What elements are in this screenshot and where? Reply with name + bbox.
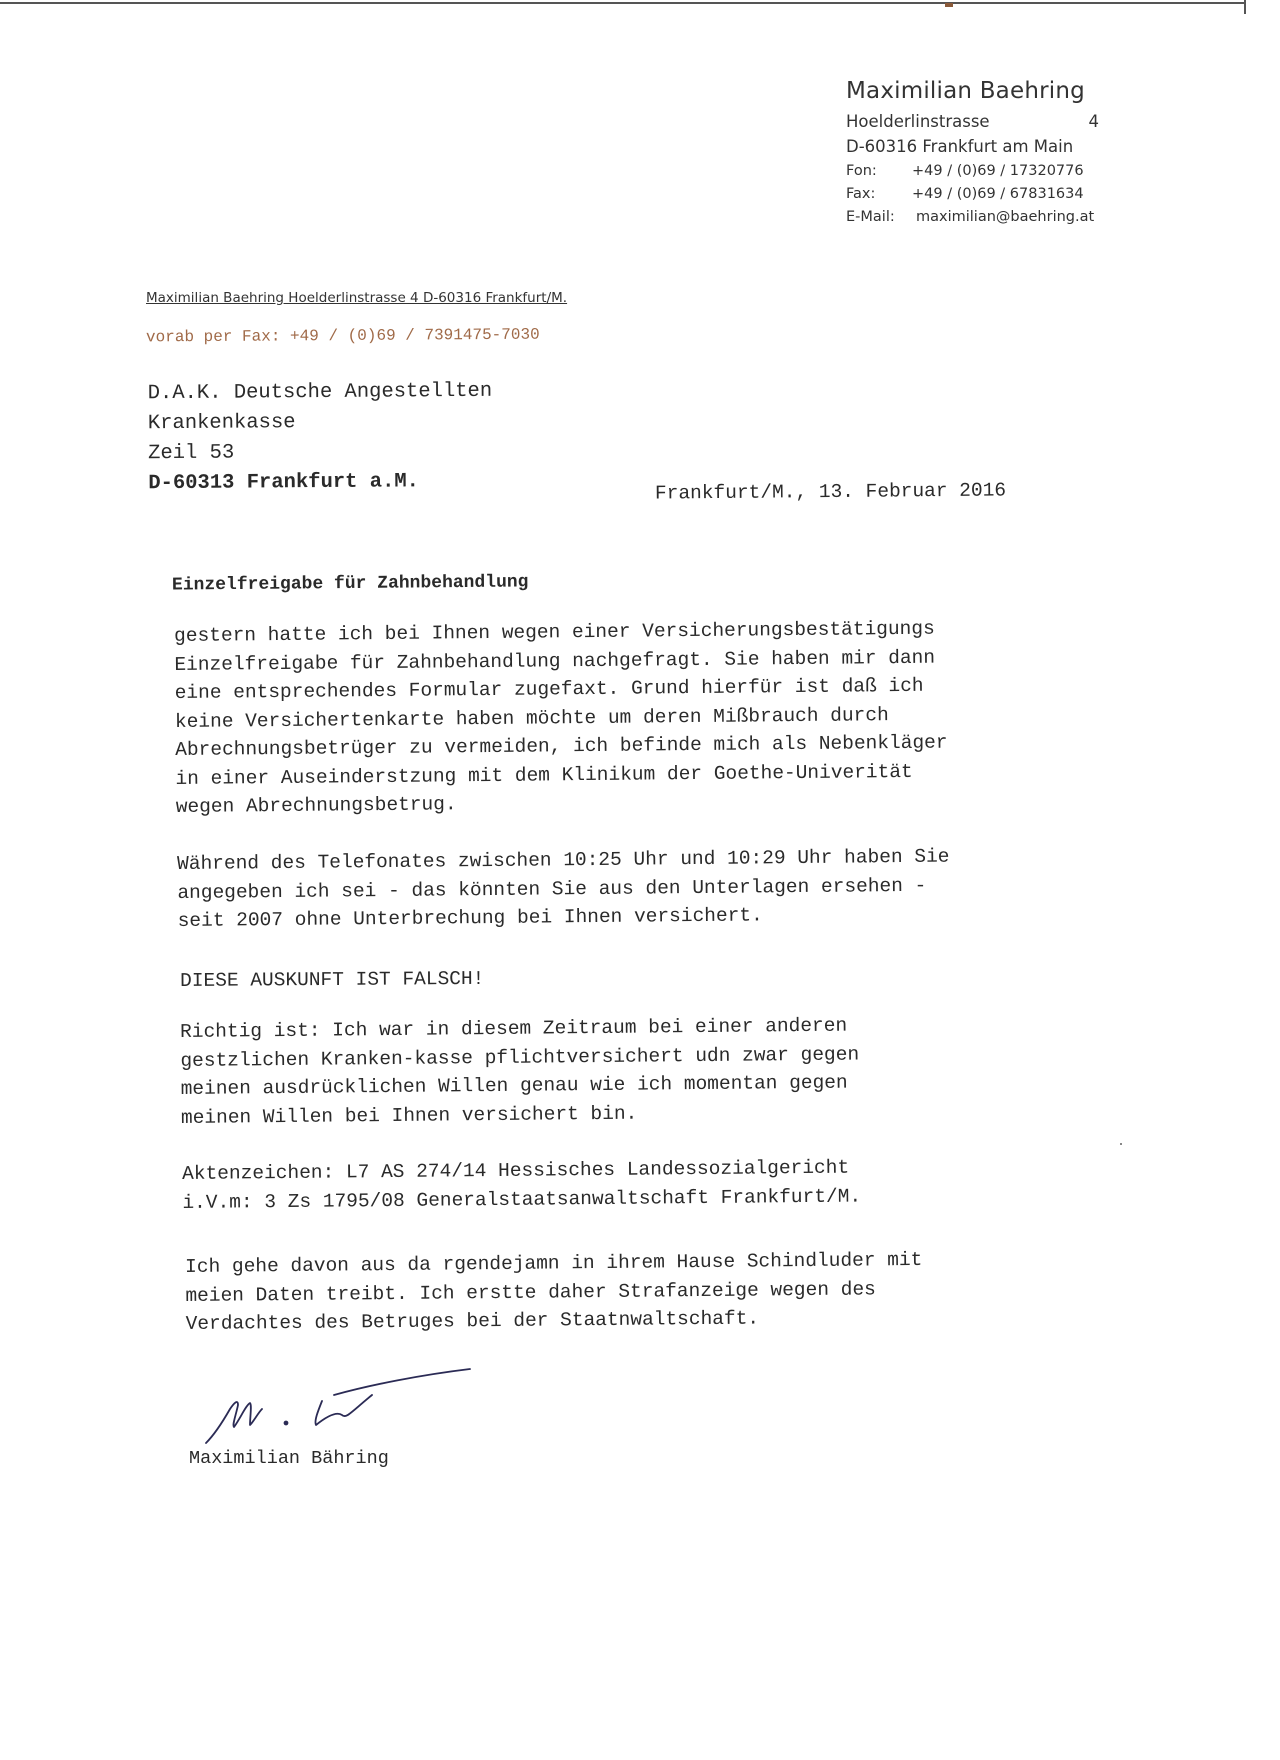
paragraph-line: in einer Auseinderstzung mit dem Klinikum der Goethe-Univerität — [175, 760, 913, 790]
paragraph-line: gestern hatte ich bei Ihnen wegen einer Versicherungsbestätigungs — [174, 617, 935, 647]
fax-label: Fax: — [846, 186, 876, 202]
recipient-line-4: D-60313 Frankfurt a.M. — [148, 470, 420, 496]
paragraph-3 — [180, 965, 484, 996]
scan-border-right — [1244, 0, 1246, 14]
scan-speck — [1120, 1143, 1122, 1145]
paragraph-line: Richtig ist: Ich war in diesem Zeitraum bei einer anderen — [180, 1014, 848, 1043]
paragraph-1 — [174, 615, 948, 822]
letter-subject: Einzelfreigabe für Zahnbehandlung — [171, 572, 529, 596]
paragraph-line: meinen Willen bei Ihnen versichert bin. — [180, 1102, 638, 1129]
letterhead-email — [846, 206, 1101, 229]
paragraph-4 — [180, 1011, 860, 1132]
paragraph-5 — [182, 1153, 861, 1217]
paragraph-2 — [177, 843, 950, 936]
paragraph-line: meinen ausdrücklichen Willen genau wie ich momentan gegen — [180, 1071, 848, 1100]
paragraph-line: Abrechnungsbetrüger zu vermeiden, ich befinde mich als Nebenkläger — [175, 731, 948, 761]
letterhead-street: Hoelderlinstrasse — [846, 112, 990, 131]
recipient-address — [148, 377, 493, 499]
fax-value: +49 / (0)69 / 67831634 — [912, 186, 1084, 202]
letterhead-name: Maximilian Baehring — [846, 78, 1085, 104]
paragraph-line: eine entsprechendes Formular zugefaxt. Grund hierfür ist daß ich — [174, 674, 924, 704]
email-label: E-Mail: — [846, 209, 895, 225]
paragraph-line: Ich gehe davon aus da rgendejamn in ihrem Hause Schindluder mit — [185, 1248, 923, 1278]
letter-date: Frankfurt/M., 13. Februar 2016 — [654, 479, 1007, 505]
paragraph-line: Verdachtes des Betruges bei der Staatnwaltschaft. — [185, 1307, 760, 1335]
letterhead-house-number: 4 — [1088, 112, 1099, 131]
paragraph-line: Einzelfreigabe für Zahnbehandlung nachgefragt. Sie haben mir dann — [174, 646, 936, 676]
recipient-line-1: D.A.K. Deutsche Angestellten — [147, 379, 493, 406]
sender-return-address: Maximilian Baehring Hoelderlinstrasse 4 D-60316 Frankfurt/M. — [146, 290, 568, 306]
paragraph-line: i.V.m: 3 Zs 1795/08 Generalstaatsanwaltschaft Frankfurt/M. — [182, 1184, 862, 1214]
scan-border-top — [0, 2, 1245, 4]
letterhead-city: D-60316 Frankfurt am Main — [846, 137, 1074, 156]
paragraph-line: DIESE AUSKUNFT IST FALSCH! — [180, 967, 485, 992]
fon-label: Fon: — [846, 163, 877, 179]
signature-name: Maximilian Bähring — [189, 1448, 389, 1469]
letterhead-fon — [846, 160, 1101, 183]
handwritten-signature — [200, 1365, 480, 1445]
paragraph-line: gestzlichen Kranken-kasse pflichtversichert udn zwar gegen — [180, 1042, 860, 1072]
letterhead-street-line — [846, 110, 1101, 134]
paragraph-6 — [185, 1246, 923, 1339]
recipient-line-3: Zeil 53 — [148, 441, 235, 466]
scan-mark — [945, 3, 953, 7]
letterhead — [846, 74, 1101, 229]
paragraph-line: Aktenzeichen: L7 AS 274/14 Hessisches Landessozialgericht — [182, 1156, 850, 1185]
paragraph-line: keine Versichertenkarte haben möchte um deren Mißbrauch durch — [174, 703, 889, 733]
paragraph-line: seit 2007 ohne Unterbrechung bei Ihnen versichert. — [177, 904, 763, 932]
fax-note: vorab per Fax: +49 / (0)69 / 7391475-7030 — [145, 325, 540, 347]
paragraph-line: angegeben ich sei - das könnten Sie aus den Unterlagen ersehen - — [177, 874, 927, 904]
email-value: maximilian@baehring.at — [916, 209, 1095, 225]
paragraph-line: Während des Telefonates zwischen 10:25 Uhr und 10:29 Uhr haben Sie — [177, 845, 950, 875]
paragraph-line: meien Daten treibt. Ich erstte daher Strafanzeige wegen des — [185, 1277, 876, 1307]
paragraph-line: wegen Abrechnungsbetrug. — [175, 793, 457, 818]
fon-value: +49 / (0)69 / 17320776 — [912, 163, 1084, 179]
letterhead-fax — [846, 183, 1101, 206]
recipient-line-2: Krankenkasse — [147, 411, 296, 436]
